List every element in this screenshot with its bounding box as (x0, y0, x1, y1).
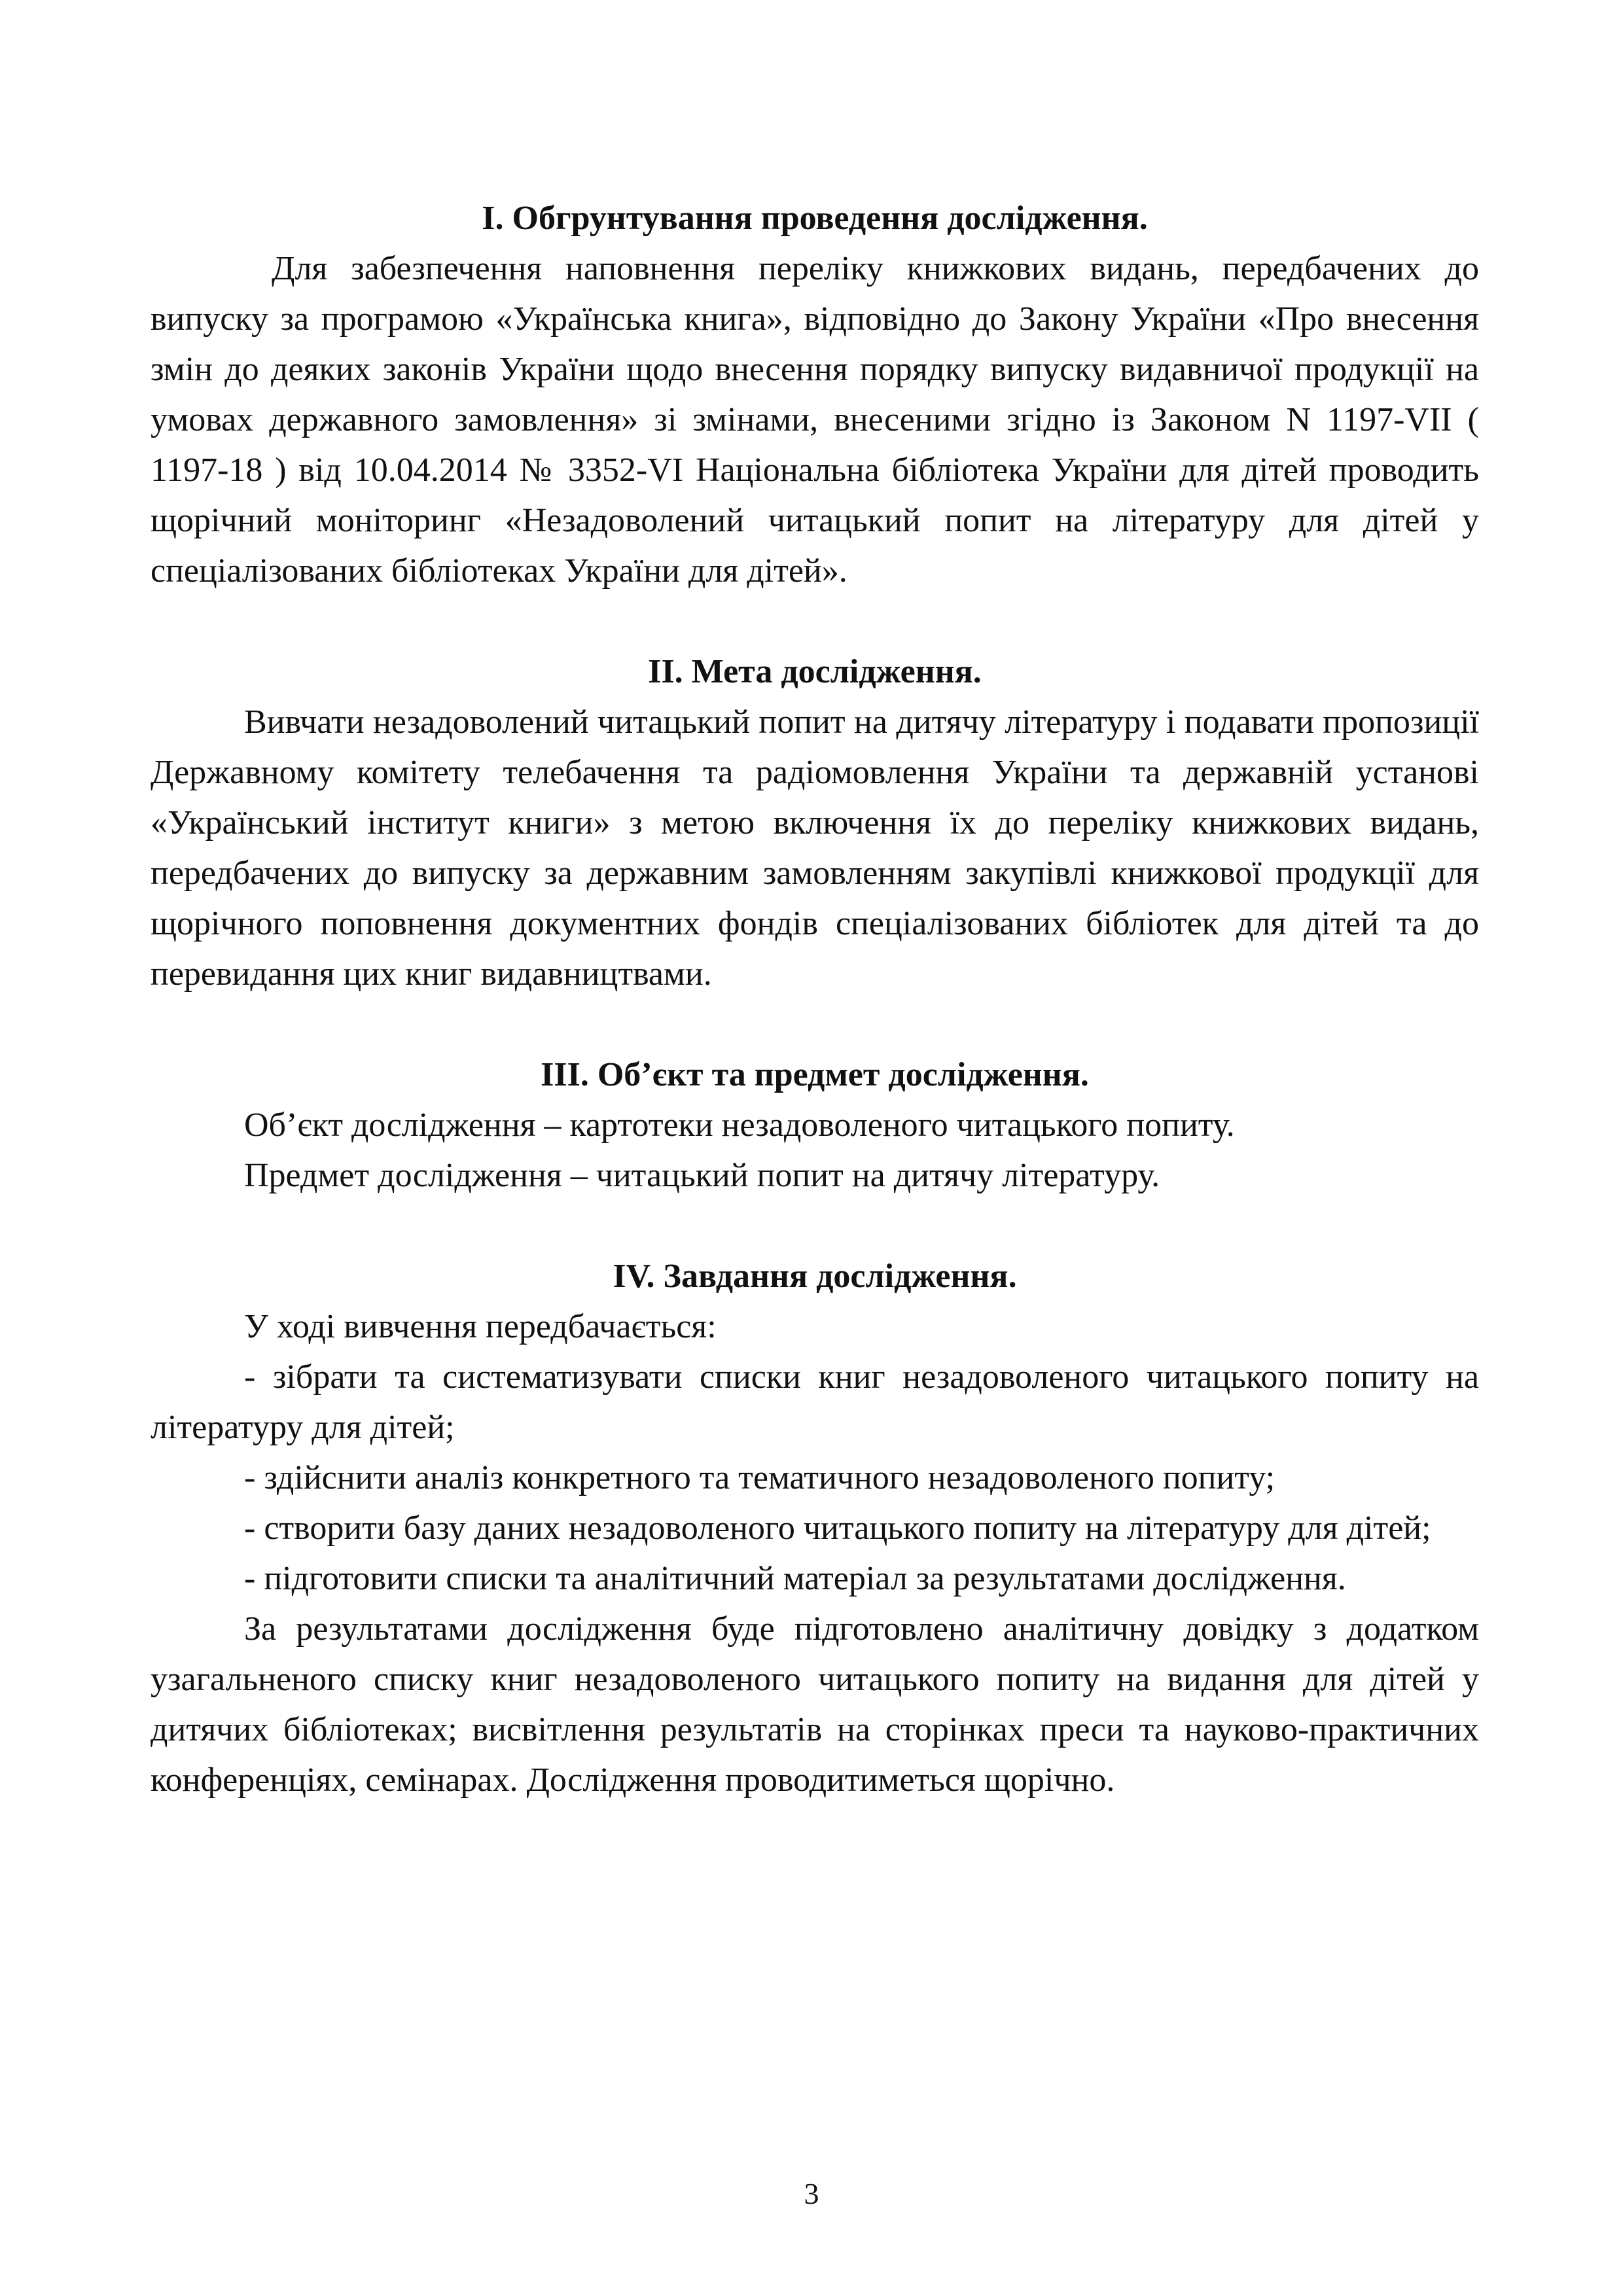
document-page (151, 193, 1479, 1805)
paragraph: Для забезпечення наповнення переліку книжкових видань, передбачених до випуску за програмою «Українська книга», відповідно до Закону України «Про внесення змін до деяких законів України щодо внесення порядку випуску видавничої продукції на умовах державного замовлення» зі змінами, внесеними згідно із Законом N 1197-VII ( 1197-18 ) від 10.04.2014 № 3352-VI Національна бібліотека України для дітей проводить щорічний моніторинг «Незадоволений читацький попит на літературу для дітей у спеціалізованих бібліотеках України для дітей». (151, 250, 1479, 590)
paragraph: За результатами дослідження буде підготовлено аналітичну довідку з додатком узагальненого списку книг незадоволеного читацького попиту на видання для дітей у дитячих бібліотеках; висвітлення результатів на сторінках преси та науково-практичних конференціях, семінарах. Дослідження проводитиметься щорічно. (151, 1610, 1479, 1799)
spacer (151, 596, 1479, 646)
section-heading: II. Мета дослідження. (648, 653, 982, 690)
list-item: - здійснити аналіз конкретного та тематичного незадоволеного попиту; (244, 1459, 1275, 1496)
spacer (151, 999, 1479, 1050)
page-number: 3 (804, 2177, 819, 2210)
list-item: - зібрати та систематизувати списки книг незадоволеного читацького попиту на літературу для дітей; (151, 1358, 1479, 1446)
list-item: - підготовити списки та аналітичний матеріал за результатами дослідження. (244, 1560, 1346, 1597)
paragraph: Об’єкт дослідження – картотеки незадоволеного читацького попиту. (244, 1106, 1235, 1144)
spacer (151, 1201, 1479, 1251)
paragraph: У ході вивчення передбачається: (244, 1308, 717, 1345)
section-object-subject (151, 1050, 1479, 1201)
paragraph: Вивчати незадоволений читацький попит на дитячу літературу і подавати пропозиції Державному комітету телебачення та радіомовлення України та державній установі «Український інститут книги» з метою включення їх до переліку книжкових видань, передбачених до випуску за державним замовленням закупівлі книжкової продукції для щорічного поповнення документних фондів спеціалізованих бібліотек для дітей та до перевидання цих книг видавництвами. (151, 703, 1479, 993)
section-tasks (151, 1251, 1479, 1805)
section-justification (151, 193, 1479, 596)
section-goal (151, 646, 1479, 999)
section-heading: III. Об’єкт та предмет дослідження. (541, 1056, 1089, 1093)
section-heading: IV. Завдання дослідження. (613, 1258, 1017, 1295)
list-item: - створити базу даних незадоволеного читацького попиту на літературу для дітей; (244, 1510, 1431, 1547)
section-heading: I. Обгрунтування проведення дослідження. (482, 200, 1148, 237)
paragraph: Предмет дослідження – читацький попит на дитячу літературу. (244, 1157, 1160, 1194)
